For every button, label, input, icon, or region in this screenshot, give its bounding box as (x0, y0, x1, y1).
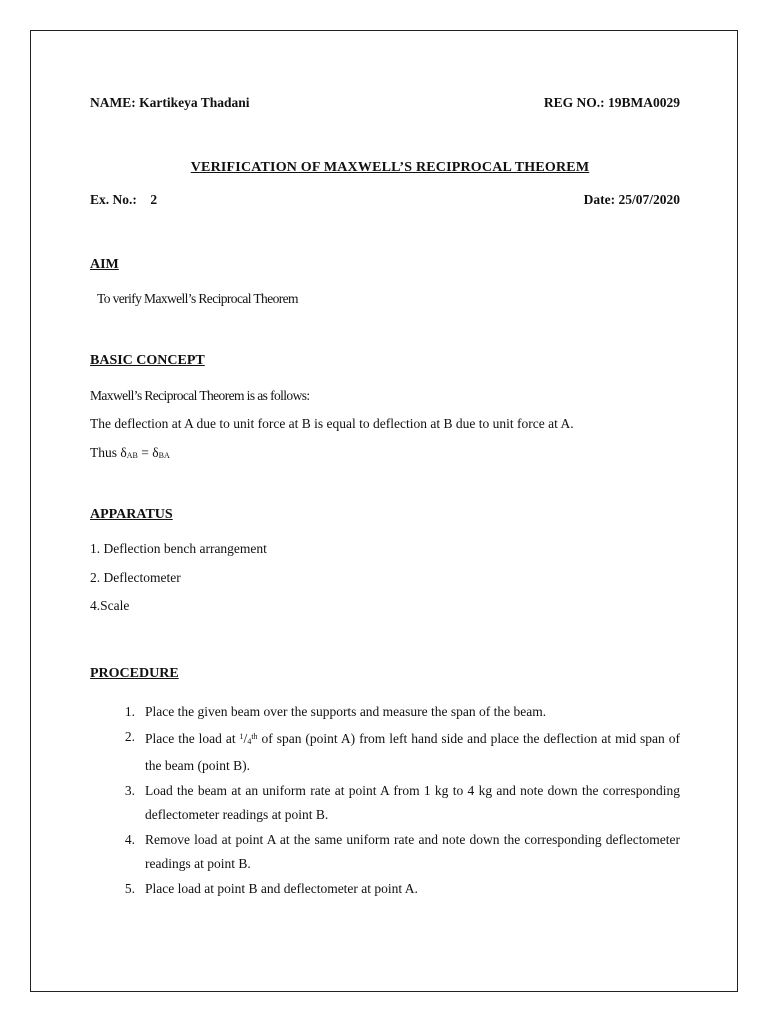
list-item-text: Place the given beam over the supports and measure the span of the beam. (145, 704, 547, 719)
list-item (90, 877, 680, 902)
document-title: VERIFICATION OF MAXWELL’S RECIPROCAL THEOREM (190, 160, 590, 175)
equation-lhs: Thus δ (90, 445, 127, 460)
procedure-heading: PROCEDURE (90, 666, 179, 681)
reciprocal-equation (90, 445, 690, 461)
apparatus-item: 4.Scale (90, 598, 130, 613)
list-item-text: Remove load at point A at the same uniform rate and note down the corresponding deflectometer readings at point B. (145, 831, 680, 871)
list-item-text: Load the beam at an uniform rate at point A from 1 kg to 4 kg and note down the corresponding deflectometer readings at point B. (145, 782, 680, 822)
list-item-text: Place load at point B and deflectometer at point A. (145, 880, 418, 896)
subscript-ba: BA (158, 451, 170, 460)
equation-rhs: = δ (137, 445, 159, 460)
apparatus-item: 1. Deflection bench arrangement (90, 541, 267, 556)
list-item-text: Place the load at $^1/_4^{th}$ of span (point A) from left hand side and place the deflection at mid span of the beam (point B). (145, 730, 680, 773)
apparatus-item: 2. Deflectometer (90, 570, 181, 585)
apparatus-heading: APPARATUS (90, 507, 173, 522)
list-item (90, 779, 680, 828)
list-item-number: 5. (124, 880, 135, 896)
aim-text: To verify Maxwell’s Reciprocal Theorem (97, 291, 298, 306)
student-name: NAME: Kartikeya Thadani (90, 95, 250, 110)
list-item (90, 725, 680, 779)
subscript-ab: AB (126, 451, 138, 460)
aim-heading: AIM (90, 257, 119, 272)
list-item (90, 828, 680, 877)
list-item-number: 4. (124, 831, 135, 847)
experiment-row (90, 192, 680, 208)
header-row (90, 95, 680, 111)
list-item-number: 1. (124, 704, 135, 719)
basic-concept-line2: The deflection at A due to unit force at B is equal to deflection at B due to unit force at A. (90, 416, 574, 431)
basic-concept-line1: Maxwell’s Reciprocal Theorem is as follows: (90, 388, 310, 403)
registration-number: REG NO.: 19BMA0029 (543, 95, 680, 110)
list-item-number: 3. (124, 782, 135, 798)
procedure-list (90, 700, 680, 901)
basic-concept-heading: BASIC CONCEPT (90, 353, 205, 368)
list-item (90, 700, 680, 725)
experiment-number: Ex. No.: 2 (90, 192, 158, 207)
experiment-date: Date: 25/07/2020 (583, 192, 680, 207)
document-title-row (90, 160, 680, 176)
list-item-number: 2. (124, 728, 135, 744)
